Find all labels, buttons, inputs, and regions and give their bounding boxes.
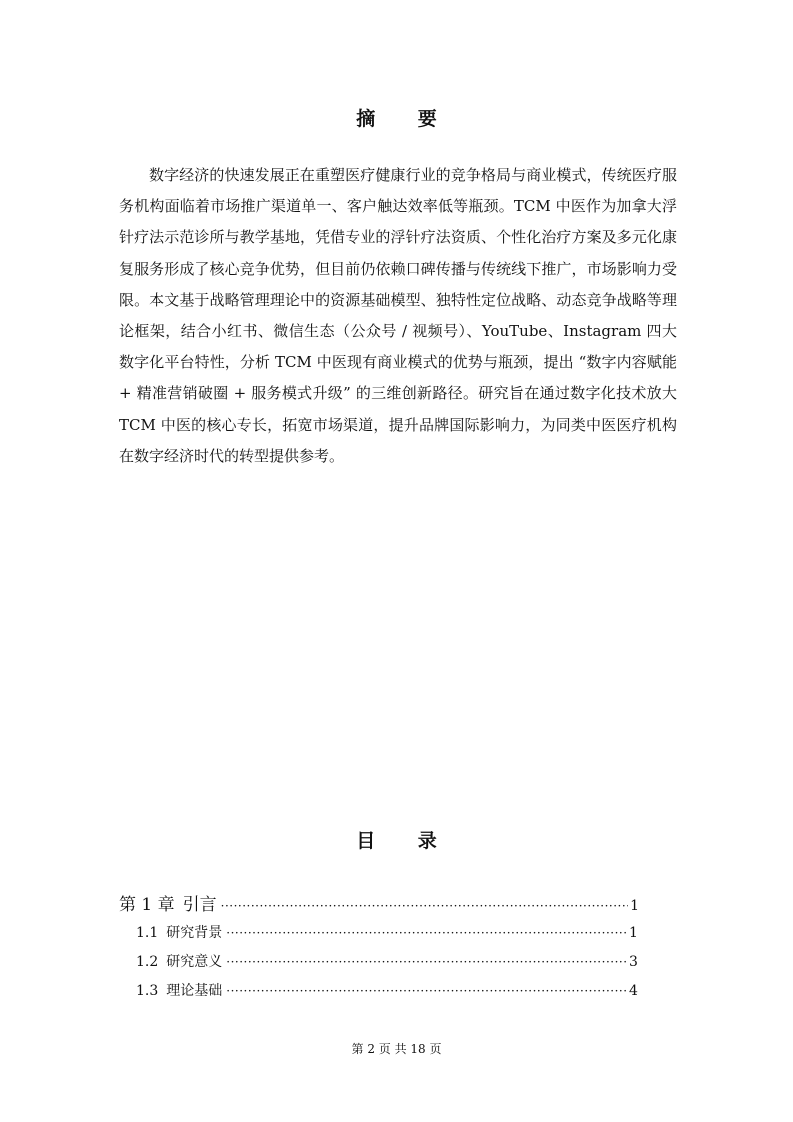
toc-entry-label: 研究意义: [166, 954, 223, 970]
toc-entry-section-1-2[interactable]: [119, 951, 639, 980]
toc-dot-leader: [226, 955, 627, 969]
toc-dot-leader: [226, 984, 627, 998]
toc-entry-label: 引言: [182, 895, 217, 915]
toc-entry-chapter-1[interactable]: [119, 890, 639, 922]
toc-entry-label: 研究背景: [166, 925, 223, 941]
toc-entry-page: 3: [629, 954, 638, 970]
abstract-heading: 摘 要: [356, 108, 455, 130]
toc-entry-number: 1.1: [136, 925, 159, 941]
toc-entry-page: 1: [630, 898, 639, 914]
abstract-paragraph: 数字经济的快速发展正在重塑医疗健康行业的竞争格局与商业模式，传统医疗服务机构面临着市场推广渠道单一、客户触达效率低等瓶颈。TCM 中医作为加拿大浮针疗法示范诊所与教学基地，凭借专业的浮针疗法资质、个性化治疗方案及多元化康复服务形成了核心竞争优势，但目前仍依赖口碑传播与传统线下推广，市场影响力受限。本文基于战略管理理论中的资源基础模型、独特性定位战略、动态竞争战略等理论框架，结合小红书、微信生态（公众号 / 视频号）、YouTube、Instagram 四大数字化平台特性，分析 TCM 中医现有商业模式的优势与瓶颈，提出 “数字内容赋能 + 精准营销破圈 + 服务模式升级” 的三维创新路径。研究旨在通过数字化技术放大 TCM 中医的核心专长，拓宽市场渠道，提升品牌国际影响力，为同类中医医疗机构在数字经济时代的转型提供参考。: [119, 166, 677, 465]
page-footer: 第 2 页 共 18 页: [351, 1042, 442, 1056]
table-of-contents: [119, 890, 639, 1009]
toc-entry-number: 1.2: [136, 954, 159, 970]
toc-entry-section-1-1[interactable]: [119, 922, 639, 951]
toc-entry-page: 1: [629, 925, 638, 941]
toc-dot-leader: [221, 899, 628, 913]
toc-entry-label: 理论基础: [166, 983, 223, 999]
toc-entry-number: 第 1 章: [119, 895, 175, 915]
toc-dot-leader: [226, 926, 627, 940]
toc-heading: 目 录: [356, 830, 455, 852]
toc-entry-section-1-3[interactable]: [119, 980, 639, 1009]
toc-entry-page: 4: [629, 983, 638, 999]
toc-entry-number: 1.3: [136, 983, 159, 999]
